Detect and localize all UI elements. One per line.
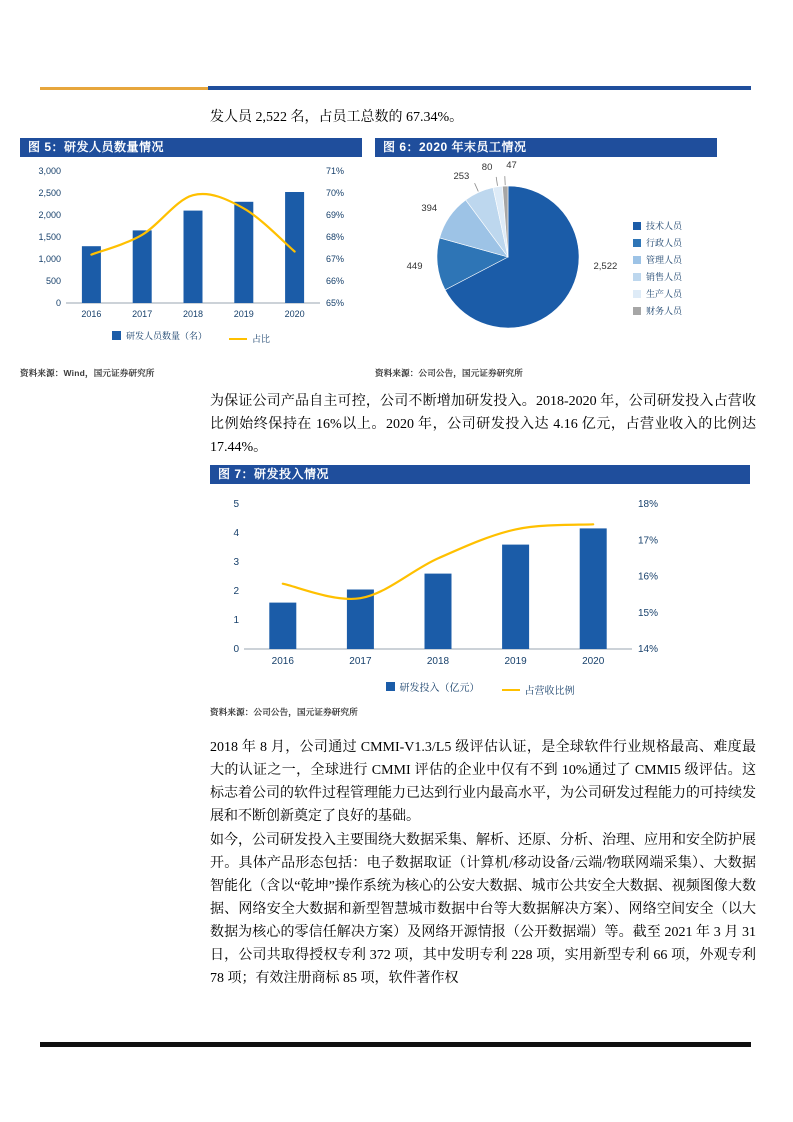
- legend-label: 技术人员: [646, 221, 683, 231]
- legend-label: 研发投入（亿元）: [399, 683, 480, 694]
- legend-item: [229, 332, 270, 345]
- legend-item: [633, 285, 682, 302]
- bar-2020: [580, 528, 607, 649]
- legend-item: [633, 302, 682, 319]
- legend-item: [633, 234, 682, 251]
- chart-text: 17%: [638, 535, 659, 547]
- legend-label: 销售人员: [646, 272, 683, 282]
- figure-5-legend: [20, 329, 362, 345]
- bar-2020: [285, 192, 304, 303]
- legend-item: [502, 682, 575, 697]
- chart-text: 2018: [182, 309, 204, 319]
- chart-text: 2017: [349, 656, 372, 667]
- legend-swatch: [633, 290, 641, 298]
- figure-5: [20, 138, 362, 379]
- chart-text: 80: [481, 161, 493, 173]
- bar-2019: [234, 202, 253, 303]
- chart-text: 2016: [81, 309, 102, 319]
- top-divider-navy-segment: [208, 86, 751, 90]
- figure-6: [375, 138, 717, 379]
- top-divider-gold-segment: [40, 87, 208, 90]
- chart-text: 2: [233, 586, 239, 597]
- chart-text: 1: [233, 615, 239, 626]
- bar-2019: [502, 545, 529, 649]
- chart-text: 2019: [504, 656, 527, 667]
- figure-7-source: 资料来源：公司公告，国元证券研究所: [210, 707, 358, 718]
- legend-line-swatch: [229, 338, 247, 341]
- legend-label: 研发人员数量（名）: [125, 331, 207, 341]
- chart-text: 0: [55, 298, 61, 308]
- fig5-chart-svg: [20, 157, 362, 329]
- bar-2017: [133, 230, 152, 303]
- chart-text: 67%: [326, 254, 345, 264]
- fig7-chart-svg: [210, 484, 750, 679]
- chart-text: 2017: [132, 309, 153, 319]
- legend-label: 占营收比例: [524, 686, 575, 698]
- legend-label: 管理人员: [646, 255, 683, 265]
- legend-label: 行政人员: [646, 238, 683, 248]
- chart-text: 4: [233, 528, 239, 539]
- figure-6-source: 资料来源：公司公告，国元证券研究所: [375, 368, 523, 378]
- chart-text: 2,522: [593, 261, 618, 272]
- legend-item: [633, 251, 682, 268]
- chart-text: 16%: [638, 571, 659, 583]
- legend-label: 占比: [252, 334, 271, 345]
- paragraph-products-patents: 如今，公司研发投入主要围绕大数据采集、解析、还原、分析、治理、应用和安全防护展开。具体产品形态包括：电子数据取证（计算机/移动设备/云端/物联网端采集）、大数据智能化（含以“乾坤”操作系统为核心的公安大数据、城市公共安全大数据、视频图像大数据、网络安全大数据和新型智慧城市数据中台等大数据解决方案）、网络空间安全（以大数据为核心的零信任解决方案）及网络开源情报（公开数据端）等。截至 2021 年 3 月 31 日，公司共取得授权专利 372 项，其中发明专利 228 项，实用新型专利 66 项，外观专利 78 项；有效注册商标 85 项，软件著作权: [210, 833, 756, 986]
- chart-text: 253: [453, 170, 470, 182]
- figure-5-chart: [20, 157, 362, 329]
- legend-swatch: [633, 222, 641, 230]
- paragraph-cmmi: 2018 年 8 月，公司通过 CMMI-V1.3/L5 级评估认证，是全球软件行业规格最高、难度最大的认证之一，全球进行 CMMI 评估的企业中仅有不到 10%通过了 CMMI5 级评估。这标志着公司的软件过程管理能力已达到行业内最高水平，为公司研发过程能力的可持续发展和不断创新奠定了良好的基础。: [210, 740, 756, 824]
- intro-text: 发人员 2,522 名，占员工总数的 67.34%。: [210, 110, 464, 125]
- chart-text: 2019: [233, 309, 254, 319]
- chart-text: 2016: [271, 656, 294, 667]
- figure-6-pie-area: [375, 157, 717, 353]
- chart-text: 3: [233, 557, 239, 568]
- chart-text: 2,000: [38, 210, 61, 220]
- chart-text: 449: [406, 261, 423, 272]
- legend-swatch: [633, 256, 641, 264]
- figure-7-title: 图 7：研发投入情况: [210, 465, 750, 484]
- chart-text: 66%: [326, 276, 345, 286]
- chart-text: 70%: [326, 188, 345, 198]
- leader-line: [475, 183, 479, 191]
- chart-text: 3,000: [38, 166, 61, 176]
- legend-label: 财务人员: [646, 306, 683, 316]
- figure-5-title: 图 5：研发人员数量情况: [20, 138, 362, 157]
- figure-6-title: 图 6：2020 年末员工情况: [375, 138, 717, 157]
- bar-2018: [425, 574, 452, 649]
- bar-2018: [184, 211, 203, 303]
- chart-text: 47: [506, 160, 517, 172]
- chart-text: 1,000: [38, 254, 61, 264]
- chart-text: 394: [421, 203, 438, 215]
- figure-6-legend: [633, 217, 682, 319]
- legend-bar-swatch: [112, 331, 121, 340]
- top-divider: [40, 86, 751, 90]
- chart-text: 71%: [326, 166, 345, 176]
- leader-line: [496, 177, 497, 186]
- chart-text: 2018: [426, 656, 450, 667]
- legend-bar-swatch: [386, 682, 395, 691]
- paragraph-rd-investment: 为保证公司产品自主可控，公司不断增加研发投入。2018-2020 年，公司研发投入占营收比例始终保持在 16%以上。2020 年，公司研发投入达 4.16 亿元，占营业收入的比例达 17.44%。: [210, 394, 756, 455]
- figure-5-source: 资料来源：Wind，国元证券研究所: [20, 368, 155, 379]
- legend-item: [633, 268, 682, 285]
- legend-swatch: [633, 273, 641, 281]
- chart-text: 18%: [638, 499, 659, 510]
- legend-item: [386, 679, 480, 694]
- bar-2016: [269, 603, 296, 649]
- chart-text: 14%: [638, 644, 659, 655]
- legend-label: 生产人员: [646, 289, 683, 299]
- figure-7-legend: [210, 679, 750, 697]
- footer-divider: [40, 1042, 751, 1047]
- chart-text: 68%: [326, 232, 345, 242]
- chart-text: 1,500: [38, 232, 61, 242]
- figure-7: [210, 465, 750, 718]
- chart-text: 5: [233, 499, 239, 510]
- figure-7-chart: [210, 484, 750, 679]
- legend-swatch: [633, 307, 641, 315]
- chart-text: 2,500: [38, 188, 61, 198]
- chart-text: 0: [233, 644, 239, 655]
- chart-text: 15%: [638, 607, 659, 619]
- chart-text: 69%: [326, 210, 345, 220]
- legend-swatch: [633, 239, 641, 247]
- chart-text: 2020: [284, 309, 305, 319]
- legend-line-swatch: [502, 689, 520, 692]
- chart-text: 500: [45, 276, 61, 286]
- chart-text: 65%: [326, 298, 345, 308]
- chart-text: 2020: [582, 656, 605, 667]
- legend-item: [112, 329, 207, 342]
- legend-item: [633, 217, 682, 234]
